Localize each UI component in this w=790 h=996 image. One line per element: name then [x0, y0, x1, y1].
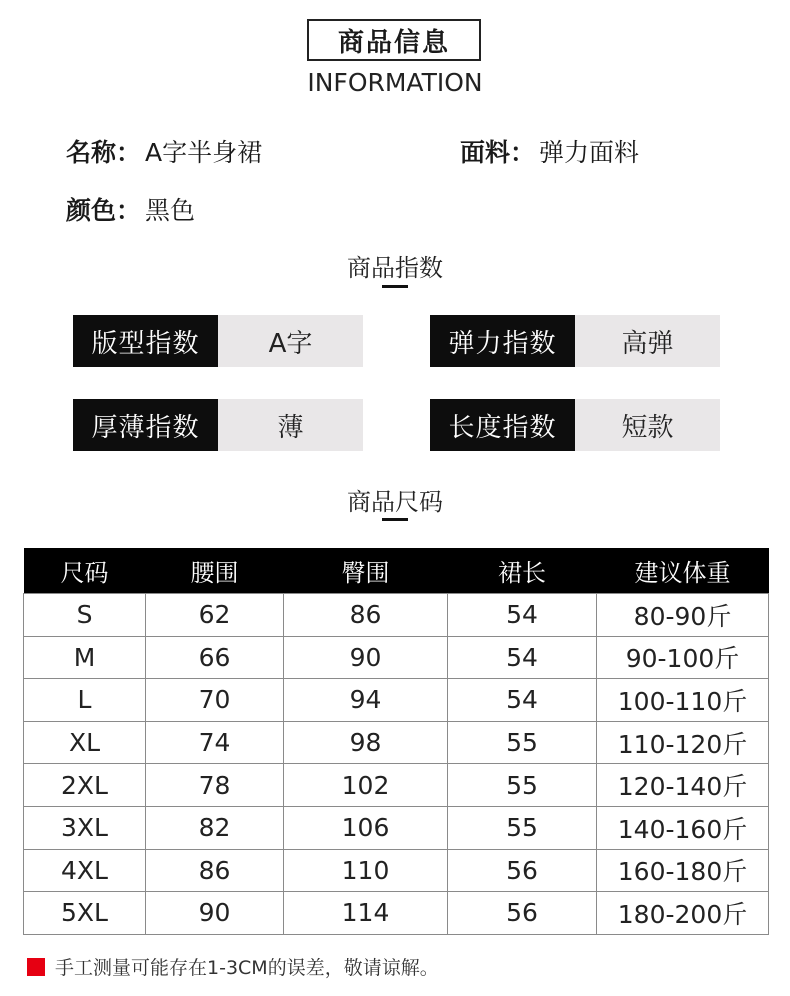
- table-row: [24, 721, 769, 764]
- index-value: 高弹: [575, 315, 720, 367]
- table-row: [24, 764, 769, 807]
- index-value: 薄: [218, 399, 363, 451]
- table-cell: 100-110斤: [597, 679, 769, 722]
- table-cell: 2XL: [24, 764, 146, 807]
- column-header: 尺码: [24, 548, 146, 594]
- table-row: [24, 594, 769, 637]
- table-cell: 160-180斤: [597, 849, 769, 892]
- table-cell: 54: [448, 679, 597, 722]
- info-fabric: [460, 133, 639, 169]
- index-label: 版型指数: [73, 315, 218, 367]
- note-text: 手工测量可能存在1-3CM的误差，敬请谅解。: [55, 957, 439, 979]
- index-label: 长度指数: [430, 399, 575, 451]
- size-section-title: 商品尺码: [347, 488, 443, 516]
- table-cell: 56: [448, 849, 597, 892]
- red-square-icon: [27, 958, 45, 976]
- table-cell: 90: [284, 636, 448, 679]
- table-cell: 56: [448, 892, 597, 935]
- table-cell: 86: [284, 594, 448, 637]
- size-section-underline: [382, 518, 408, 521]
- index-value: 短款: [575, 399, 720, 451]
- info-name-value: A字半身裙: [145, 138, 263, 167]
- table-cell: 114: [284, 892, 448, 935]
- info-color: [66, 191, 195, 227]
- index-card-thickness: [73, 399, 363, 451]
- page-title: 商品信息: [307, 19, 481, 61]
- table-row: [24, 679, 769, 722]
- table-row: [24, 806, 769, 849]
- table-cell: 62: [146, 594, 284, 637]
- column-header: 裙长: [448, 548, 597, 594]
- column-header: 建议体重: [597, 548, 769, 594]
- table-cell: 180-200斤: [597, 892, 769, 935]
- table-cell: 94: [284, 679, 448, 722]
- table-cell: 90-100斤: [597, 636, 769, 679]
- table-cell: 70: [146, 679, 284, 722]
- table-cell: 110: [284, 849, 448, 892]
- index-section-title: 商品指数: [347, 254, 443, 282]
- info-fabric-key: 面料：: [460, 138, 536, 167]
- page-subtitle: INFORMATION: [307, 68, 483, 97]
- table-cell: 54: [448, 594, 597, 637]
- table-cell: 106: [284, 806, 448, 849]
- table-cell: 86: [146, 849, 284, 892]
- info-fabric-value: 弹力面料: [539, 138, 640, 167]
- table-cell: 55: [448, 806, 597, 849]
- table-cell: L: [24, 679, 146, 722]
- table-cell: 80-90斤: [597, 594, 769, 637]
- index-section-underline: [382, 285, 408, 288]
- table-cell: 5XL: [24, 892, 146, 935]
- index-card-length: [430, 399, 720, 451]
- table-cell: 54: [448, 636, 597, 679]
- table-cell: 120-140斤: [597, 764, 769, 807]
- info-name: [66, 133, 262, 169]
- index-card-elasticity: [430, 315, 720, 367]
- table-cell: S: [24, 594, 146, 637]
- table-cell: 98: [284, 721, 448, 764]
- table-cell: 4XL: [24, 849, 146, 892]
- table-header-row: [24, 548, 769, 594]
- index-value: A字: [218, 315, 363, 367]
- table-cell: 90: [146, 892, 284, 935]
- table-cell: 102: [284, 764, 448, 807]
- column-header: 臀围: [284, 548, 448, 594]
- table-cell: 82: [146, 806, 284, 849]
- index-label: 厚薄指数: [73, 399, 218, 451]
- info-name-key: 名称：: [66, 138, 142, 167]
- table-cell: 55: [448, 721, 597, 764]
- info-color-value: 黑色: [145, 196, 196, 225]
- table-cell: M: [24, 636, 146, 679]
- info-color-key: 颜色：: [66, 196, 142, 225]
- table-cell: 140-160斤: [597, 806, 769, 849]
- size-table: [23, 548, 769, 935]
- table-row: [24, 636, 769, 679]
- table-cell: 78: [146, 764, 284, 807]
- measurement-note: [27, 953, 439, 980]
- table-row: [24, 849, 769, 892]
- table-cell: XL: [24, 721, 146, 764]
- index-label: 弹力指数: [430, 315, 575, 367]
- table-cell: 110-120斤: [597, 721, 769, 764]
- table-cell: 55: [448, 764, 597, 807]
- index-card-fit: [73, 315, 363, 367]
- table-row: [24, 892, 769, 935]
- table-cell: 3XL: [24, 806, 146, 849]
- table-cell: 66: [146, 636, 284, 679]
- table-cell: 74: [146, 721, 284, 764]
- column-header: 腰围: [146, 548, 284, 594]
